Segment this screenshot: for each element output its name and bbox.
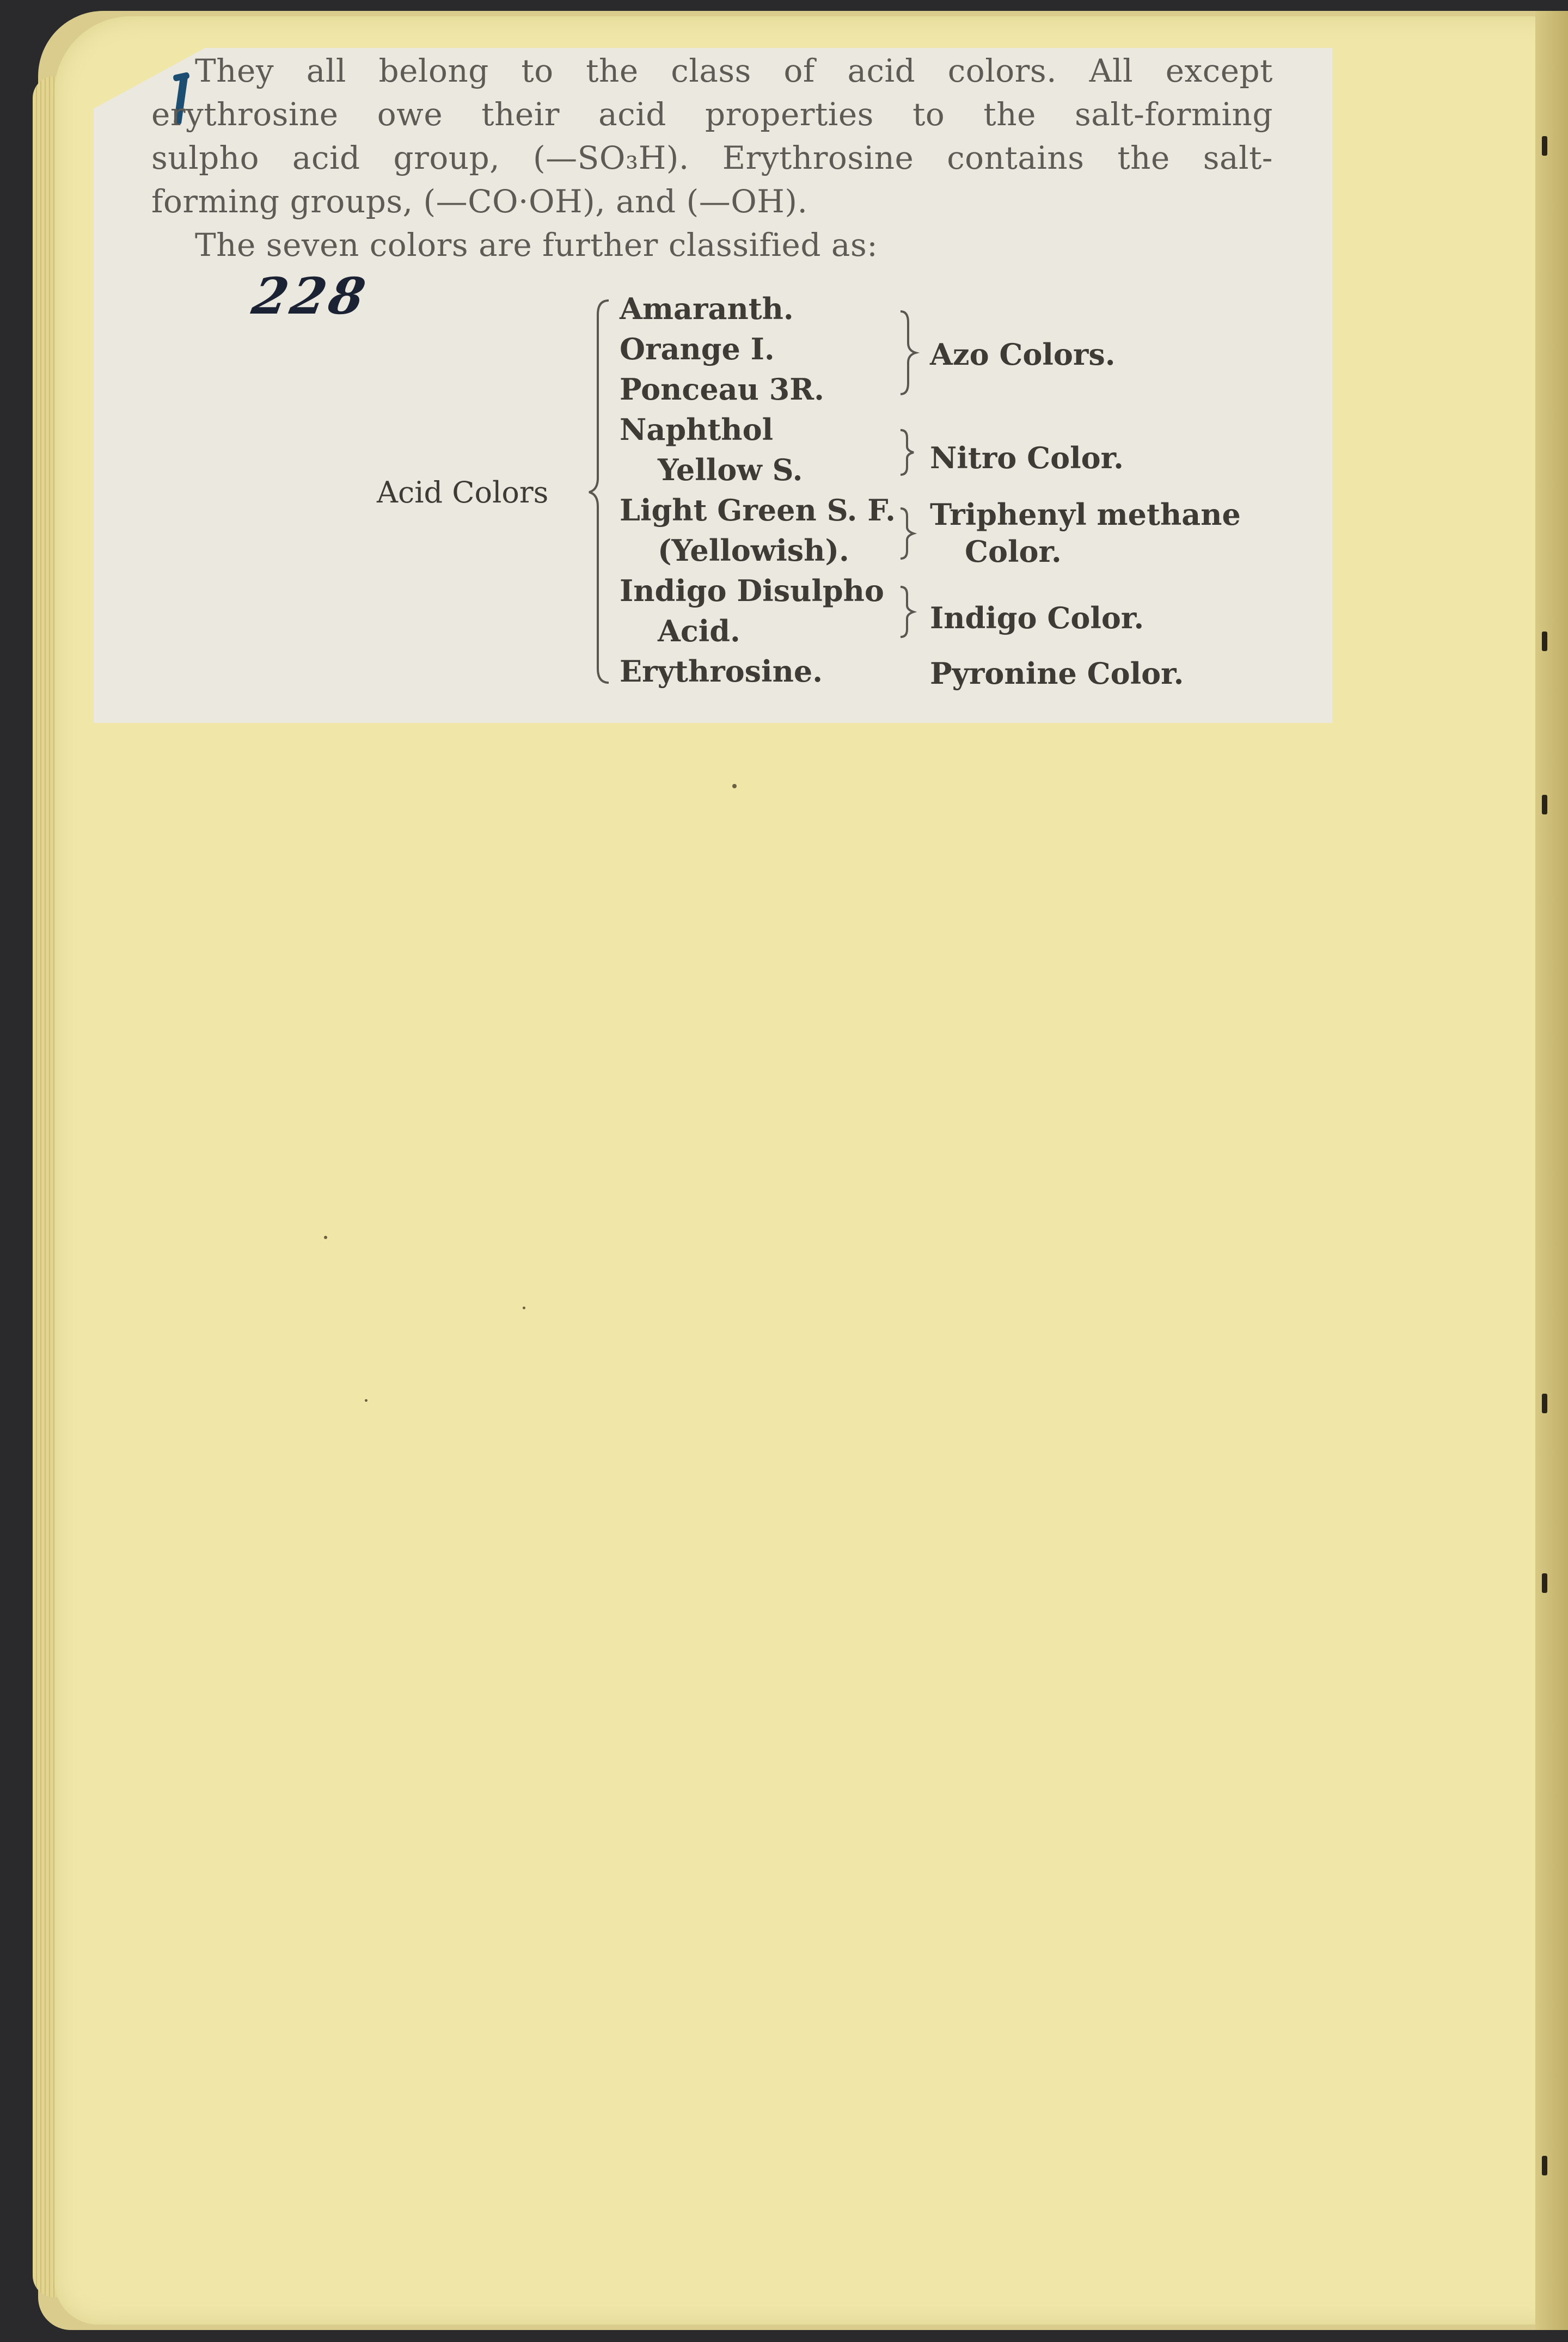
dust-speck <box>324 1236 327 1239</box>
item-ponceau-3r: Ponceau 3R. <box>620 372 824 407</box>
handwritten-page-number: 228 <box>248 267 373 326</box>
right-brace-nitro <box>898 428 920 477</box>
paragraph-acid-colors <box>151 49 1273 223</box>
item-yellowish: (Yellowish). <box>658 533 849 568</box>
item-yellow-s: Yellow S. <box>658 452 803 487</box>
paragraph-classification-intro: The seven colors are further classified as: <box>195 226 878 263</box>
binding-thread-mark <box>1542 632 1547 651</box>
class-pyronine-color: Pyronine Color. <box>930 656 1184 691</box>
item-acid: Acid. <box>658 614 740 648</box>
dust-speck <box>523 1307 525 1309</box>
binding-spine <box>1535 11 1568 2330</box>
dust-speck <box>365 1399 367 1402</box>
binding-thread-mark <box>1542 1573 1547 1593</box>
right-brace-indigo <box>898 585 920 639</box>
item-erythrosine: Erythrosine. <box>620 654 823 689</box>
right-brace-azo <box>898 309 920 396</box>
binding-thread-mark <box>1542 1394 1547 1413</box>
paragraph-line: They all belong to the class of acid colors. All except <box>195 52 1273 89</box>
binding-thread-mark <box>1542 136 1547 156</box>
class-azo-colors: Azo Colors. <box>930 337 1116 372</box>
class-nitro-color: Nitro Color. <box>930 440 1124 475</box>
item-amaranth: Amaranth. <box>620 291 794 326</box>
paragraph-line: forming groups, (—CO·OH), and (—OH). <box>151 183 808 220</box>
class-triphenyl-methane: Triphenyl methane <box>930 497 1241 532</box>
group-label-acid-colors: Acid Colors <box>377 475 549 510</box>
binding-thread-mark <box>1542 795 1547 814</box>
clipping-text <box>151 49 1273 267</box>
paragraph-line: erythrosine owe their acid properties to the salt-forming <box>151 96 1273 133</box>
item-naphthol: Naphthol <box>620 412 774 447</box>
dust-speck <box>732 784 737 788</box>
paragraph-line: sulpho acid group, (—SO₃H). Erythrosine contains the salt- <box>151 139 1273 176</box>
item-indigo-disulpho: Indigo Disulpho <box>620 573 884 608</box>
item-light-green-sf: Light Green S. F. <box>620 493 896 528</box>
class-triphenyl-color: Color. <box>965 534 1062 569</box>
right-brace-triphenyl <box>898 506 920 561</box>
item-orange-i: Orange I. <box>620 332 775 366</box>
class-indigo-color: Indigo Color. <box>930 600 1144 635</box>
binding-thread-mark <box>1542 2156 1547 2175</box>
left-brace <box>587 298 620 685</box>
